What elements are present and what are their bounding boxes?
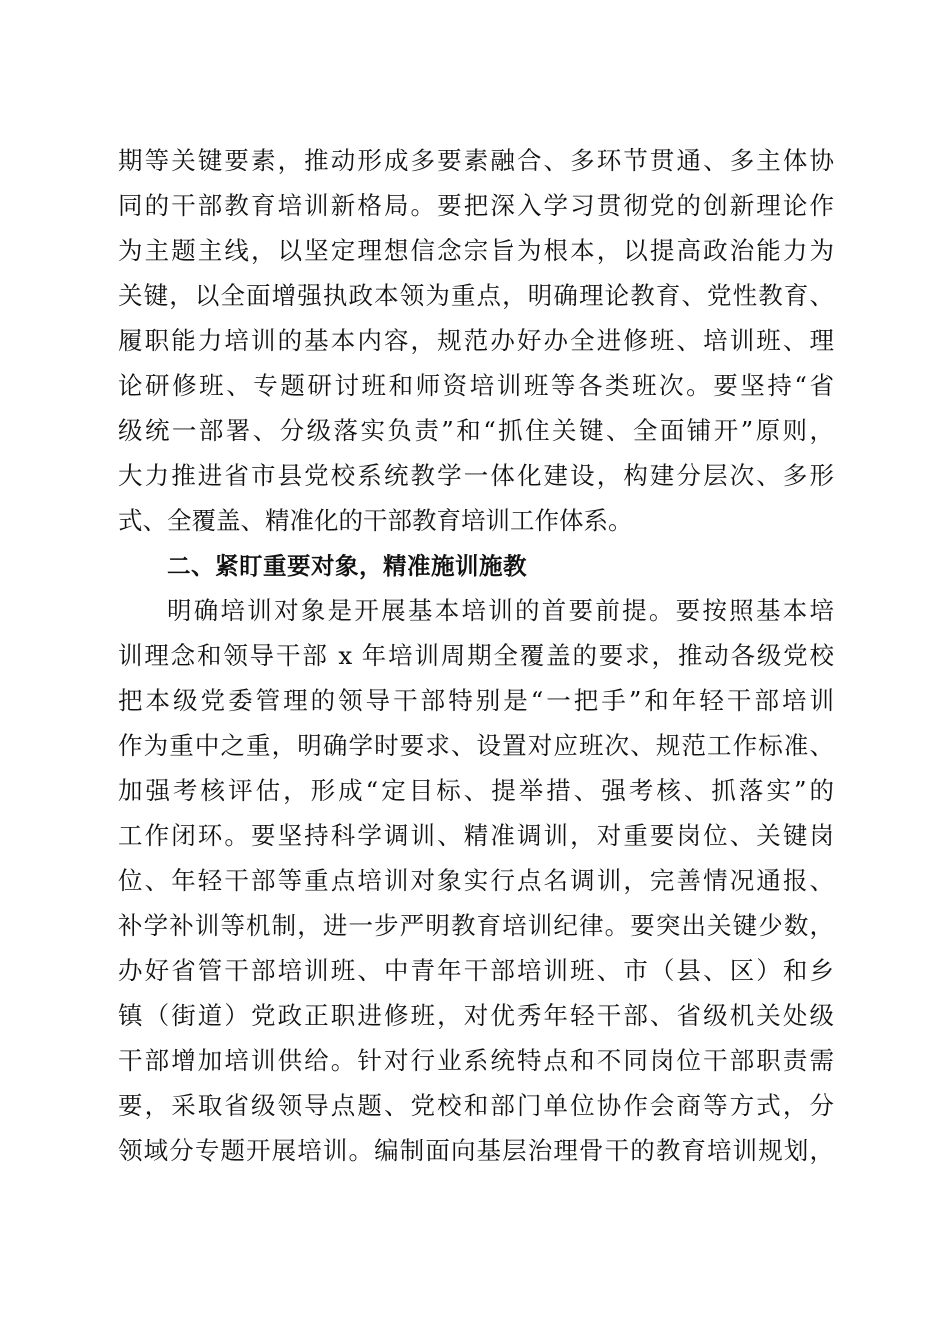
paragraph-line: 位、年轻干部等重点培训对象实行点名调训，完善情况通报、	[118, 866, 834, 895]
paragraph-line: 关键，以全面增强执政本领为重点，明确理论教育、党性教育、	[118, 281, 834, 310]
paragraph-line: 镇（街道）党政正职进修班，对优秀年轻干部、省级机关处级	[118, 1001, 834, 1030]
paragraph-line: 论研修班、专题研讨班和师资培训班等各类班次。要坚持“省	[118, 371, 834, 400]
paragraph-line: 训理念和领导干部 x 年培训周期全覆盖的要求，推动各级党校	[118, 641, 834, 670]
paragraph-line: 级统一部署、分级落实负责”和“抓住关键、全面铺开”原则，	[118, 416, 834, 445]
paragraph-line: 履职能力培训的基本内容，规范办好办全进修班、培训班、理	[118, 326, 834, 355]
paragraph-line: 加强考核评估，形成“定目标、提举措、强考核、抓落实”的	[118, 776, 834, 805]
paragraph-line: 作为重中之重，明确学时要求、设置对应班次、规范工作标准、	[118, 731, 834, 760]
paragraph-line: 补学补训等机制，进一步严明教育培训纪律。要突出关键少数，	[118, 911, 834, 940]
paragraph-line: 式、全覆盖、精准化的干部教育培训工作体系。	[118, 506, 633, 535]
paragraph-line: 期等关键要素，推动形成多要素融合、多环节贯通、多主体协	[118, 146, 834, 175]
paragraph-line: 干部增加培训供给。针对行业系统特点和不同岗位干部职责需	[118, 1046, 834, 1075]
paragraph-line: 为主题主线，以坚定理想信念宗旨为根本，以提高政治能力为	[118, 236, 834, 265]
section-heading: 二、紧盯重要对象，精准施训施教	[167, 552, 527, 580]
paragraph-line: 要，采取省级领导点题、党校和部门单位协作会商等方式，分	[118, 1091, 834, 1120]
paragraph-line: 同的干部教育培训新格局。要把深入学习贯彻党的创新理论作	[118, 191, 834, 220]
paragraph-line: 把本级党委管理的领导干部特别是“一把手”和年轻干部培训	[118, 686, 834, 715]
paragraph-line: 领域分专题开展培训。编制面向基层治理骨干的教育培训规划，	[118, 1136, 834, 1165]
paragraph-line: 工作闭环。要坚持科学调训、精准调训，对重要岗位、关键岗	[118, 821, 834, 850]
paragraph-line: 明确培训对象是开展基本培训的首要前提。要按照基本培	[167, 596, 834, 625]
paragraph-line: 大力推进省市县党校系统教学一体化建设，构建分层次、多形	[118, 461, 834, 490]
paragraph-line: 办好省管干部培训班、中青年干部培训班、市（县、区）和乡	[118, 956, 834, 985]
